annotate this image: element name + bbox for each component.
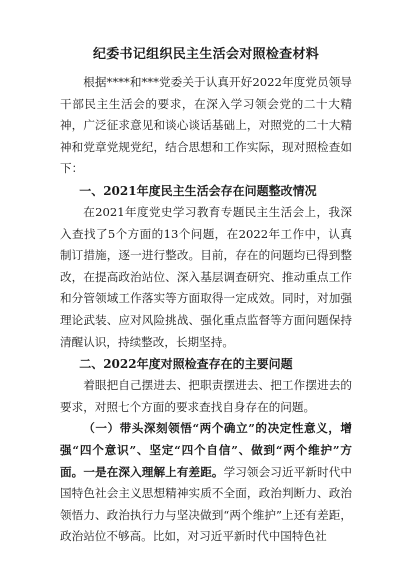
subsection-1-body: 学习领会习近平新时代中国特色社会主义思想精神实质不全面，政治判断力、政治领悟力、政治执行力与坚决做到“两个维护”上还有差距，政治站位不够高。比如，对习近平新时代中国特色社	[60, 464, 352, 544]
subsection-1-paragraph	[60, 418, 352, 548]
subsection-1-heading: （一）带头深刻领悟“两个确立”的决定性意义，增强“四个意识”、坚定“四个自信”、做到“两个维护”方面。一是在深入理解上有差距。	[60, 421, 352, 479]
section-1-paragraph: 在2021年度党史学习教育专题民主生活会上，我深入查找了5个方面的13个问题，在2022年工作中，认真制订措施，逐一进行整改。目前，存在的问题均已得到整改，在提高政治站位、深入基层调查研究、推动重点工作和分管领域工作落实等方面取得一定成效。同时，对加强理论武装、应对风险挑战、强化重点监督等方面问题保持清醒认识，持续整改，长期坚持。	[60, 204, 352, 349]
section-2-paragraph: 着眼把自己摆进去、把职责摆进去、把工作摆进去的要求，对照七个方面的要求查找自身存在的问题。	[60, 378, 352, 414]
section-2-heading: 二、2022年度对照检查存在的主要问题	[79, 357, 293, 372]
section-1-heading: 一、2021年度民主生活会存在问题整改情况	[79, 183, 317, 198]
intro-paragraph: 根据****和***党委关于认真开好2022年度党员领导干部民主生活会的要求，在深入学习领会党的二十大精神，广泛征求意见和谈心谈话基础上，对照党的二十大精神和党章党规党纪，结合思想和工作实际，现对照检查如下：	[60, 75, 352, 176]
document-title: 纪委书记组织民主生活会对照检查材料	[92, 47, 320, 62]
